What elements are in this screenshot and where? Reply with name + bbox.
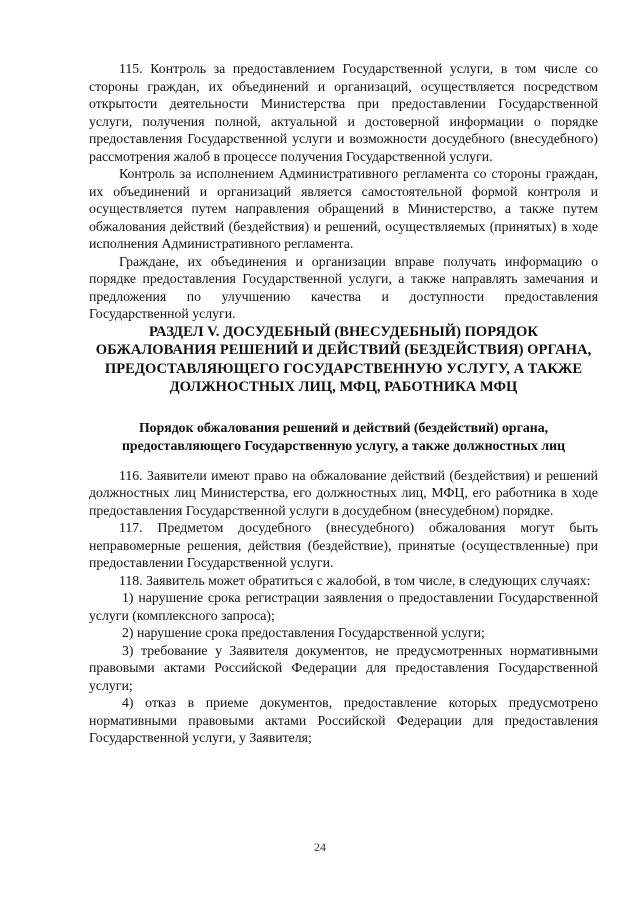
section-title: РАЗДЕЛ V. ДОСУДЕБНЫЙ (ВНЕСУДЕБНЫЙ) ПОРЯДОК ОБЖАЛОВАНИЯ РЕШЕНИЙ И ДЕЙСТВИЙ (БЕЗДЕЙСТВИЯ) ОРГАНА, ПРЕДОСТАВЛЯЮЩЕГО ГОСУДАРСТВЕННУЮ УСЛУГУ, А ТАКЖЕ ДОЛЖНОСТНЫХ ЛИЦ, МФЦ, РАБОТНИКА МФЦ <box>95 323 592 396</box>
list-item: 2) нарушение срока предоставления Государственной услуги; <box>122 625 485 641</box>
page-number: 24 <box>314 840 326 854</box>
list-item: 4) отказ в приеме документов, предоставление которых предусмотрено нормативными правовыми актами Российской Федерации для предоставления Государственной услуги, у Заявителя; <box>89 695 598 746</box>
subheading: Порядок обжалования решений и действий (бездействий) органа, предоставляющего Государственную услугу, а также должностных лиц <box>121 419 566 453</box>
paragraph-117: 117. Предметом досудебного (внесудебного) обжалования могут быть неправомерные решения, действия (бездействие), принятые (осуществленные) при предоставлении Государственной услуги. <box>89 520 598 571</box>
paragraph-116: 116. Заявители имеют право на обжалование действий (бездействия) и решений должностных лиц Министерства, его должностных лиц, МФЦ, его работника в ходе предоставления Государственной услуги в досудебном (внесудебном) порядке. <box>89 467 598 518</box>
paragraph-control-execution: Контроль за исполнением Административного регламента со стороны граждан, их объединений и организаций является самостоятельной формой контроля и осуществляется путем направления обращений в Министерство, а также путем обжалования действий (бездействия) и решений, осуществляемых (принятых) в ходе исполнения Административного регламента. <box>89 166 598 251</box>
page-content <box>89 60 598 747</box>
paragraph-115: 115. Контроль за предоставлением Государственной услуги, в том числе со стороны граждан, их объединений и организаций, осуществляется посредством открытости деятельности Министерства при предоставлении Государственной услуги, получения полной, актуальной и достоверной информации о порядке предоставления Государственной услуги и возможности досудебного (внесудебного) рассмотрения жалоб в процессе получения Государственной услуги. <box>89 61 598 164</box>
list-item: 1) нарушение срока регистрации заявления о предоставлении Государственной услуги (комплексного запроса); <box>89 590 598 623</box>
list-item: 3) требование у Заявителя документов, не предусмотренных нормативными правовыми актами Российской Федерации для предоставления Государственной услуги; <box>89 642 598 693</box>
paragraph-citizens-rights: Граждане, их объединения и организации вправе получать информацию о порядке предоставления Государственной услуги, а также направлять замечания и предложения по улучшению качества и доступности предоставления Государственной услуги. <box>89 253 598 321</box>
paragraph-118: 118. Заявитель может обратиться с жалобой, в том числе, в следующих случаях: <box>119 572 591 588</box>
